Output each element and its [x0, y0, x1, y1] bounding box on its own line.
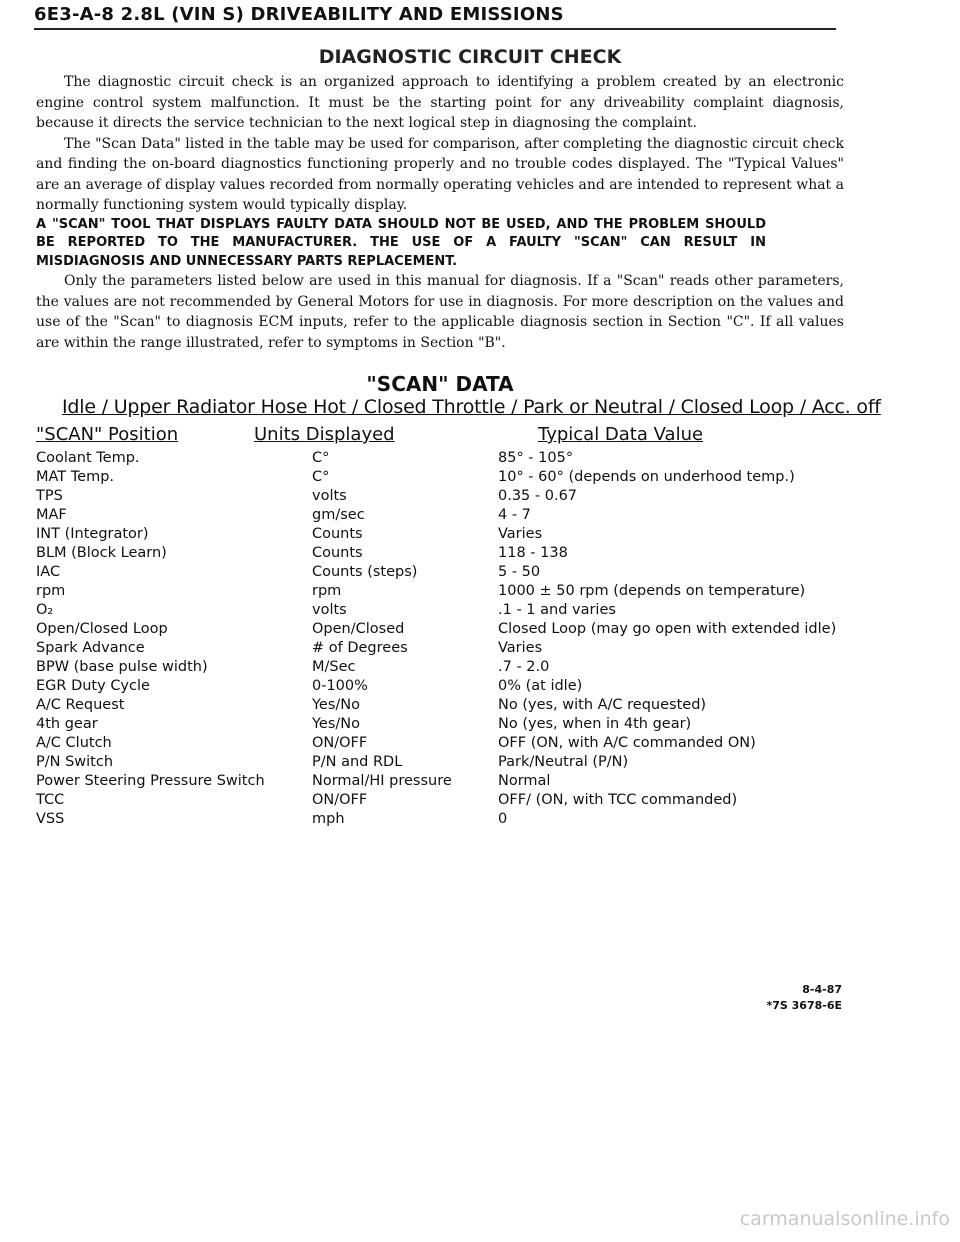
- table-cell-value: 118 - 138: [498, 545, 568, 561]
- table-row: [36, 659, 856, 678]
- table-row: [36, 526, 856, 545]
- table-row: [36, 640, 856, 659]
- table-cell-position: P/N Switch: [36, 754, 114, 770]
- table-cell-units: ON/OFF: [312, 735, 368, 751]
- table-cell-position: VSS: [36, 811, 65, 827]
- table-cell-units: gm/sec: [312, 507, 365, 523]
- page-footer: [766, 982, 842, 1014]
- table-cell-position: EGR Duty Cycle: [36, 678, 150, 694]
- table-cell-units: C°: [312, 469, 330, 485]
- table-cell-position: MAT Temp.: [36, 469, 115, 485]
- scan-data-title: "SCAN" DATA: [366, 372, 514, 396]
- table-cell-value: 0.35 - 0.67: [498, 488, 578, 504]
- footer-date: 8-4-87: [802, 983, 842, 996]
- table-cell-value: Normal: [498, 773, 551, 789]
- table-cell-value: 0: [498, 811, 508, 827]
- table-cell-units: volts: [312, 488, 347, 504]
- table-cell-value: 0% (at idle): [498, 678, 583, 694]
- table-row: [36, 754, 856, 773]
- table-cell-position: MAF: [36, 507, 67, 523]
- table-cell-position: A/C Clutch: [36, 735, 112, 751]
- table-cell-units: 0-100%: [312, 678, 368, 694]
- table-cell-units: mph: [312, 811, 345, 827]
- table-row: [36, 602, 856, 621]
- table-row: [36, 545, 856, 564]
- footer-code: *7S 3678-6E: [766, 999, 842, 1012]
- table-row: [36, 488, 856, 507]
- table-cell-value: 5 - 50: [498, 564, 541, 580]
- table-cell-position: TPS: [36, 488, 63, 504]
- table-cell-units: C°: [312, 450, 330, 466]
- table-cell-value: No (yes, with A/C requested): [498, 697, 707, 713]
- intro-paragraph-3: Only the parameters listed below are used in this manual for diagnosis. If a "Scan" reads other parameters, the values are not recommended by General Motors for use in diagnosis. For more description on the values and use of the "Scan" to diagnosis ECM inputs, refer to the applicable diagnosis section in Section "C". If all values are within the range illustrated, refer to symptoms in Section "B".: [36, 273, 844, 351]
- table-cell-value: 4 - 7: [498, 507, 531, 523]
- table-row: [36, 697, 856, 716]
- column-header-position: "SCAN" Position: [36, 424, 179, 445]
- table-row: [36, 507, 856, 526]
- table-row: [36, 716, 856, 735]
- intro-text: [36, 72, 844, 353]
- table-cell-units: M/Sec: [312, 659, 356, 675]
- table-row: [36, 735, 856, 754]
- table-cell-value: No (yes, when in 4th gear): [498, 716, 692, 732]
- table-cell-units: ON/OFF: [312, 792, 368, 808]
- table-row: [36, 469, 856, 488]
- table-cell-position: Power Steering Pressure Switch: [36, 773, 265, 789]
- table-cell-value: Park/Neutral (P/N): [498, 754, 629, 770]
- table-row: [36, 792, 856, 811]
- table-cell-value: 1000 ± 50 rpm (depends on temperature): [498, 583, 806, 599]
- table-row: [36, 564, 856, 583]
- scan-data-table: [36, 450, 856, 830]
- table-cell-value: .7 - 2.0: [498, 659, 550, 675]
- table-cell-position: A/C Request: [36, 697, 125, 713]
- table-cell-units: Counts: [312, 545, 363, 561]
- table-cell-value: Varies: [498, 640, 543, 656]
- table-cell-position: Coolant Temp.: [36, 450, 140, 466]
- table-cell-position: Open/Closed Loop: [36, 621, 168, 637]
- table-cell-value: Closed Loop (may go open with extended idle): [498, 621, 837, 637]
- page-header: 6E3-A-8 2.8L (VIN S) DRIVEABILITY AND EMISSIONS: [34, 4, 836, 30]
- table-cell-units: volts: [312, 602, 347, 618]
- watermark: carmanualsonline.info: [739, 1208, 950, 1230]
- table-cell-position: 4th gear: [36, 716, 98, 732]
- table-cell-value: 10° - 60° (depends on underhood temp.): [498, 469, 795, 485]
- table-cell-position: BLM (Block Learn): [36, 545, 167, 561]
- table-cell-units: Counts (steps): [312, 564, 418, 580]
- table-cell-position: INT (Integrator): [36, 526, 149, 542]
- intro-paragraph-2: The "Scan Data" listed in the table may be used for comparison, after completing the diagnostic circuit check and finding the on-board diagnostics functioning properly and no trouble codes displayed. The "Typical Values" are an average of display values recorded from normally operating vehicles and are intended to represent what a normally functioning system would typically display.: [36, 135, 844, 213]
- page-title: DIAGNOSTIC CIRCUIT CHECK: [318, 46, 622, 68]
- table-cell-units: Open/Closed: [312, 621, 405, 637]
- table-cell-units: Yes/No: [312, 697, 361, 713]
- scan-conditions: Idle / Upper Radiator Hose Hot / Closed Throttle / Park or Neutral / Closed Loop / Acc. off: [62, 396, 881, 418]
- table-cell-value: Varies: [498, 526, 543, 542]
- table-row: [36, 621, 856, 640]
- table-cell-units: # of Degrees: [312, 640, 408, 656]
- table-cell-position: IAC: [36, 564, 61, 580]
- table-cell-units: Yes/No: [312, 716, 361, 732]
- warning-notice: A "SCAN" TOOL THAT DISPLAYS FAULTY DATA SHOULD NOT BE USED, AND THE PROBLEM SHOULD BE REPORTED TO THE MANUFACTURER. THE USE OF A FAULTY "SCAN" CAN RESULT IN MISDIAGNOSIS AND UNNECESSARY PARTS REPLACEMENT.: [36, 216, 766, 269]
- table-cell-position: BPW (base pulse width): [36, 659, 208, 675]
- table-cell-value: OFF/ (ON, with TCC commanded): [498, 792, 738, 808]
- table-cell-units: Normal/HI pressure: [312, 773, 452, 789]
- intro-paragraph-1: The diagnostic circuit check is an organized approach to identifying a problem created by an electronic engine control system malfunction. It must be the starting point for any driveability complaint diagnosis, because it directs the service technician to the next logical step in diagnosing the complaint.: [36, 74, 844, 131]
- column-header-units: Units Displayed: [254, 424, 395, 445]
- table-cell-units: P/N and RDL: [312, 754, 403, 770]
- table-row: [36, 773, 856, 792]
- column-header-typical: Typical Data Value: [538, 424, 704, 445]
- table-row: [36, 678, 856, 697]
- table-cell-position: O₂: [36, 602, 54, 618]
- table-row: [36, 583, 856, 602]
- table-cell-value: OFF (ON, with A/C commanded ON): [498, 735, 756, 751]
- table-cell-position: Spark Advance: [36, 640, 145, 656]
- table-cell-position: rpm: [36, 583, 66, 599]
- table-row: [36, 450, 856, 469]
- table-cell-position: TCC: [36, 792, 65, 808]
- table-row: [36, 811, 856, 830]
- table-cell-units: rpm: [312, 583, 342, 599]
- table-cell-value: 85° - 105°: [498, 450, 574, 466]
- table-cell-value: .1 - 1 and varies: [498, 602, 616, 618]
- table-cell-units: Counts: [312, 526, 363, 542]
